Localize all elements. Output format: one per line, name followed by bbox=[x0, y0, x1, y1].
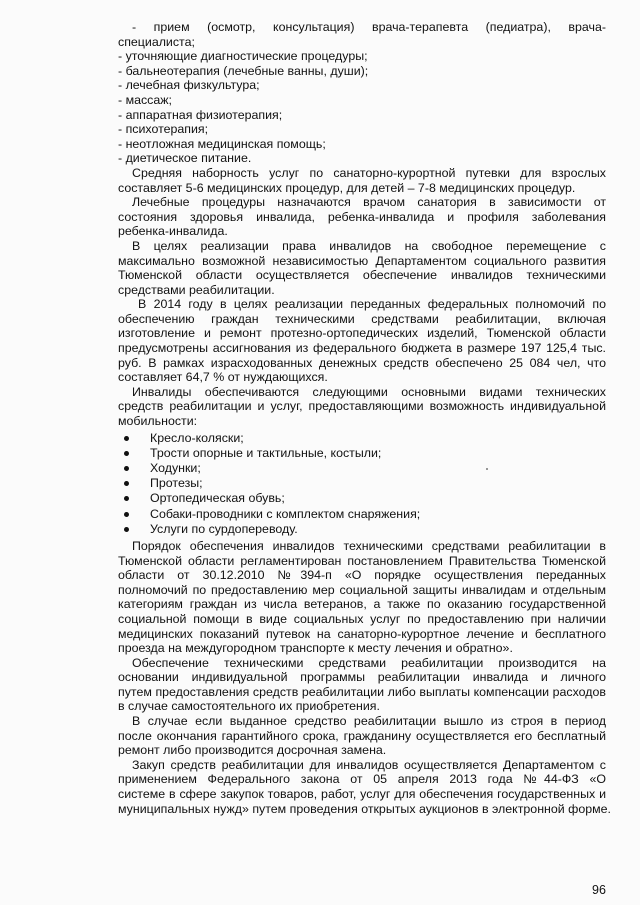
paragraph-line: Лечебные процедуры назначаются врачом санатория в зависимости от bbox=[132, 195, 606, 210]
paragraph-line: мобильности: bbox=[118, 414, 198, 429]
service-item: - психотерапия; bbox=[118, 122, 209, 137]
list-item: Ортопедическая обувь; bbox=[118, 491, 606, 506]
paragraph-line: полномочий по предоставлению мер социальной защиты инвалидам и отдельным bbox=[118, 582, 606, 597]
list-item: Услуги по сурдопереводу. bbox=[118, 522, 606, 537]
paragraph-line: обеспечению граждан техническими средствами реабилитации, включая bbox=[118, 311, 606, 326]
paragraph-line: средствами реабилитации. bbox=[118, 282, 275, 297]
service-item: - лечебная физкультура; bbox=[118, 78, 260, 93]
bullet-icon bbox=[124, 436, 129, 441]
list-item: Протезы; bbox=[118, 476, 606, 491]
paragraph-line: Закуп средств реабилитации для инвалидов осуществляется Департаментом с bbox=[132, 757, 606, 772]
paragraph-line: путем предоставления средств реабилитации либо выплаты компенсации расходов bbox=[118, 684, 606, 699]
text-line: - прием (осмотр, консультация) врача-терапевта (педиатра), врача- bbox=[132, 20, 606, 34]
means-list bbox=[118, 431, 606, 537]
list-item: Ходунки; bbox=[118, 461, 606, 476]
paragraph-line: Обеспечение техническими средствами реабилитации производится на bbox=[132, 655, 606, 670]
paragraph-line: муниципальных нужд» путем проведения открытых аукционов в электронной форме. bbox=[118, 801, 611, 816]
paragraph-line: ремонт либо производится досрочная замена. bbox=[118, 743, 387, 758]
paragraph-line: Тюменской области регламентирован постановлением Правительства Тюменской bbox=[118, 553, 606, 568]
service-item: - бальнеотерапия (лечебные ванны, души); bbox=[118, 63, 369, 78]
list-item: Собаки-проводники с комплектом снаряжения; bbox=[118, 507, 606, 522]
paragraph-line: Инвалиды обеспечиваются следующими основными видами технических bbox=[132, 384, 606, 399]
bullet-icon bbox=[124, 512, 129, 517]
paragraph-line: предусмотрены ассигнования из федерального бюджета в размере 197 125,4 тыс. bbox=[118, 341, 606, 356]
paragraph-line: основании индивидуальной программы реабилитации инвалида и личного bbox=[118, 670, 606, 685]
paragraph-line: системе в сфере закупок товаров, работ, услуг для обеспечения государственных и bbox=[118, 787, 606, 802]
paragraph-line: ребенка-инвалида. bbox=[118, 224, 228, 239]
paragraph-line: медицинских показаний путевок на санаторно-курортное лечение и бесплатного bbox=[118, 626, 606, 641]
paragraph-line: В целях реализации права инвалидов на свободное перемещение с bbox=[132, 238, 606, 253]
paragraph-line: состояния здоровья инвалида, ребенка-инвалида и профиля заболевания bbox=[118, 209, 606, 224]
text-line: специалиста; bbox=[118, 34, 195, 49]
paragraph-line: проезда на междугородном транспорте к месту лечения и обратно». bbox=[118, 641, 513, 656]
bullet-icon bbox=[124, 451, 129, 456]
bullet-icon bbox=[124, 481, 129, 486]
paragraph-line: Тюменской области осуществляется обеспечение инвалидов техническими bbox=[118, 268, 606, 283]
page-number: 96 bbox=[592, 883, 606, 897]
list-item: Трости опорные и тактильные, костыли; bbox=[118, 446, 606, 461]
bullet-icon bbox=[124, 466, 129, 471]
service-item: - аппаратная физиотерапия; bbox=[118, 107, 283, 122]
service-item: - диетическое питание. bbox=[118, 151, 252, 166]
list-item: Кресло-коляски; bbox=[118, 431, 606, 446]
paragraph-line: изготовление и ремонт протезно-ортопедических изделий, Тюменской области bbox=[118, 326, 606, 341]
paragraph-line: в случае самостоятельного их приобретения. bbox=[118, 699, 380, 714]
paragraph-line: В случае если выданное средство реабилитации вышло из строя в период bbox=[132, 714, 606, 729]
paragraph-line: применением Федерального закона от 05 апреля 2013 года №44-ФЗ «О bbox=[118, 772, 606, 787]
paragraph-line: В 2014 году в целях реализации переданных федеральных полномочий по bbox=[138, 297, 606, 312]
service-item: - уточняющие диагностические процедуры; bbox=[118, 49, 368, 64]
paragraph-line: после окончания гарантийного срока, гражданину осуществляется его бесплатный bbox=[118, 728, 606, 743]
paragraph-line: Средняя наборность услуг по санаторно-курортной путевки для взрослых bbox=[132, 165, 606, 180]
paragraph-line: средств реабилитации и услуг, предоставляющими возможность индивидуальной bbox=[118, 399, 606, 414]
paragraph-line: составляет 64,7 % от нуждающихся. bbox=[118, 370, 328, 385]
bullet-icon bbox=[124, 527, 129, 532]
bullet-icon bbox=[124, 496, 129, 501]
service-item: - неотложная медицинская помощь; bbox=[118, 136, 326, 151]
body-text bbox=[118, 20, 611, 816]
paragraph-line: области от 30.12.2010 №394-п «О порядке осуществления переданных bbox=[118, 568, 606, 583]
paragraph-line: категориям граждан из числа ветеранов, а также по оказанию государственной bbox=[118, 597, 606, 612]
paragraph-line: составляет 5-6 медицинских процедур, для детей – 7-8 медицинских процедур. bbox=[118, 180, 576, 195]
paragraph-line: руб. В рамках израсходованных денежных средств обеспечено 25 084 чел, что bbox=[118, 355, 606, 370]
paragraph-line: социальной помощи в виде социальных услуг по предоставлению при наличии bbox=[118, 611, 606, 626]
service-item: - массаж; bbox=[118, 92, 172, 107]
paragraph-line: Порядок обеспечения инвалидов техническими средствами реабилитации в bbox=[132, 538, 606, 553]
paragraph-line: максимально возможной независимостью Департаментом социального развития bbox=[118, 253, 606, 268]
